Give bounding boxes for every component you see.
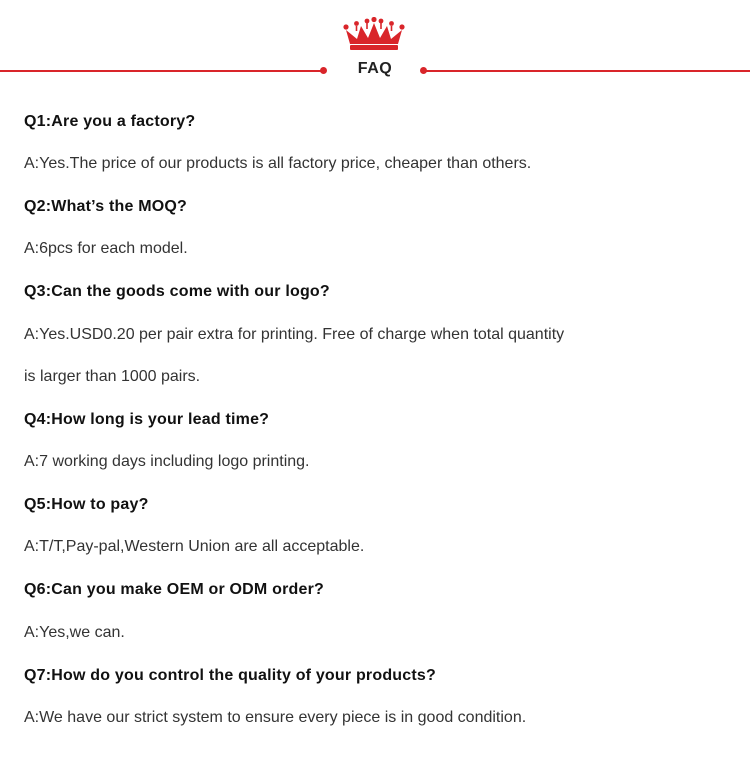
- answer-4: A:7 working days including logo printing.: [24, 453, 310, 470]
- answer-3-line-1: A:Yes.USD0.20 per pair extra for printing. Free of charge when total quantity: [24, 326, 565, 343]
- answer-6: A:Yes,we can.: [24, 624, 125, 641]
- answer-5: A:T/T,Pay-pal,Western Union are all acceptable.: [24, 538, 365, 555]
- faq-title: FAQ: [357, 60, 393, 77]
- faq-header: [0, 0, 750, 90]
- crown-icon: [343, 17, 405, 51]
- answer-7: A:We have our strict system to ensure every piece is in good condition.: [24, 709, 527, 726]
- header-dot-left: [320, 67, 327, 74]
- question-4: Q4:How long is your lead time?: [24, 411, 270, 428]
- question-3: Q3:Can the goods come with our logo?: [24, 283, 330, 300]
- header-rule-left: [0, 70, 322, 72]
- answer-2: A:6pcs for each model.: [24, 240, 188, 257]
- header-rule-right: [426, 70, 750, 72]
- answer-3-line-2: is larger than 1000 pairs.: [24, 368, 201, 385]
- question-7: Q7:How do you control the quality of your products?: [24, 667, 436, 684]
- question-1: Q1:Are you a factory?: [24, 113, 196, 130]
- question-5: Q5:How to pay?: [24, 496, 149, 513]
- question-6: Q6:Can you make OEM or ODM order?: [24, 581, 324, 598]
- answer-1: A:Yes.The price of our products is all factory price, cheaper than others.: [24, 155, 532, 172]
- question-2: Q2:What’s the MOQ?: [24, 198, 188, 215]
